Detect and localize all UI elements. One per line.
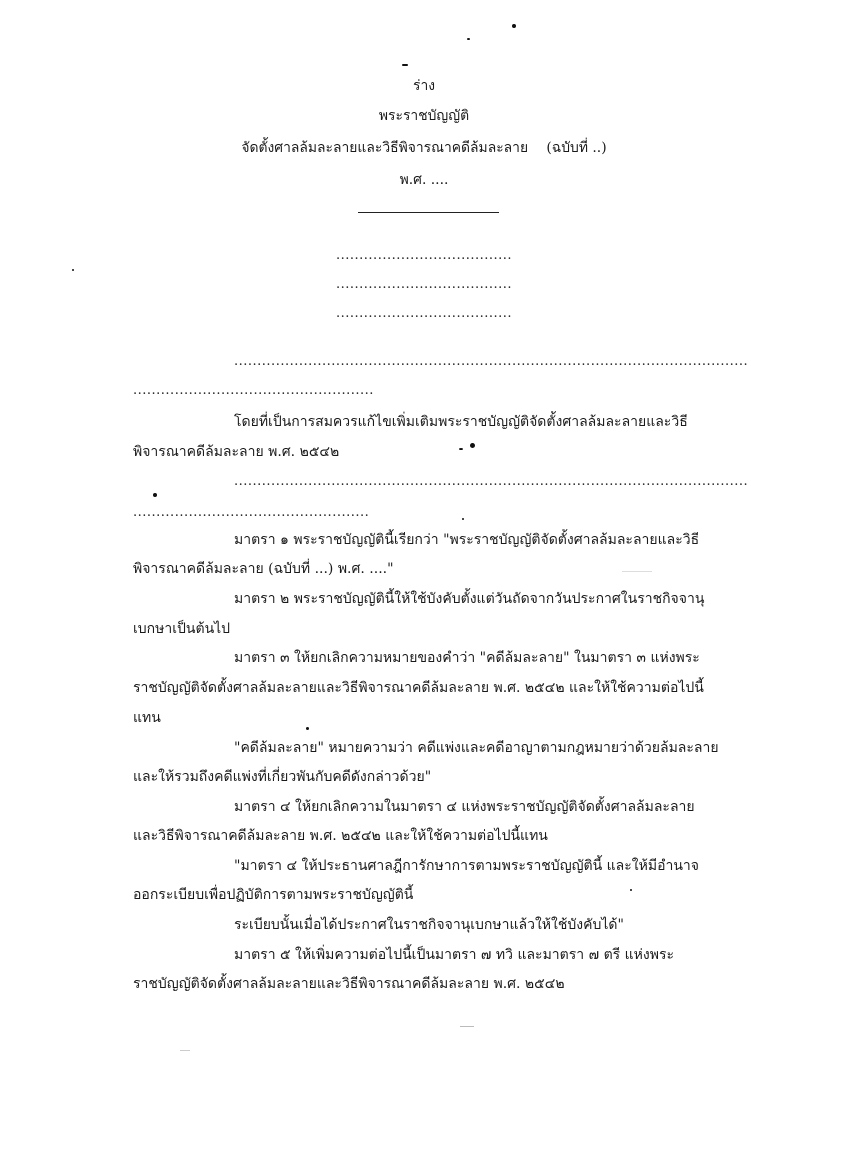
scan-speck [460, 1026, 474, 1027]
preamble-dots-5: .................................................... [133, 383, 374, 398]
draft-label: ร่าง [412, 78, 436, 94]
scan-speck [462, 518, 464, 520]
section-1-line-1: มาตรา ๑ พระราชบัญญัตินี้เรียกว่า "พระราชบัญญัติจัดตั้งศาลล้มละลายและวิธี [234, 532, 700, 548]
scan-speck [630, 889, 632, 891]
preamble-dots-1: ...................................... [336, 248, 513, 263]
section-3-definition-line-1: "คดีล้มละลาย" หมายความว่า คดีแพ่งและคดีอาญาตามกฎหมายว่าด้วยล้มละลาย [234, 740, 719, 756]
act-label: พระราชบัญญัติ [378, 108, 470, 124]
act-title-text: จัดตั้งศาลล้มละลายและวิธีพิจารณาคดีล้มละลาย [241, 140, 529, 156]
section-4-line-1: มาตรา ๔ ให้ยกเลิกความในมาตรา ๔ แห่งพระราชบัญญัติจัดตั้งศาลล้มละลาย [234, 799, 695, 815]
preamble-dots-3: ...................................... [336, 306, 513, 321]
enact-dots-1: ............................................................................................................... [234, 474, 749, 489]
scan-speck [306, 727, 309, 730]
scan-speck [622, 571, 652, 572]
section-1-line-2: พิจารณาคดีล้มละลาย (ฉบับที่ ...) พ.ศ. ...." [133, 561, 394, 577]
enact-dots-2: ................................................... [133, 505, 370, 520]
scan-speck [180, 1050, 190, 1051]
recital-line-1: โดยที่เป็นการสมควรแก้ไขเพิ่มเติมพระราชบัญญัติจัดตั้งศาลล้มละลายและวิธี [234, 414, 688, 430]
scan-speck [467, 38, 470, 40]
section-5-line-2: ราชบัญญัติจัดตั้งศาลล้มละลายและวิธีพิจารณาคดีล้มละลาย พ.ศ. ๒๕๔๒ [133, 976, 565, 992]
act-year: พ.ศ. .... [399, 172, 449, 188]
recital-line-2: พิจารณาคดีล้มละลาย พ.ศ. ๒๕๔๒ [133, 444, 340, 460]
preamble-dots-4: ............................................................................................................... [234, 354, 749, 369]
section-3-line-3: แทน [133, 710, 161, 726]
section-4-line-2: และวิธีพิจารณาคดีล้มละลาย พ.ศ. ๒๕๔๒ และให้ใช้ความต่อไปนี้แทน [133, 828, 548, 844]
act-edition: (ฉบับที่ ..) [546, 140, 607, 156]
scan-speck [402, 64, 408, 66]
scan-speck [72, 269, 74, 271]
section-4-quote-line-2: ออกระเบียบเพื่อปฏิบัติการตามพระราชบัญญัตินี้ [133, 887, 414, 903]
section-3-line-1: มาตรา ๓ ให้ยกเลิกความหมายของคำว่า "คดีล้มละลาย" ในมาตรา ๓ แห่งพระ [234, 650, 700, 666]
section-2-line-1: มาตรา ๒ พระราชบัญญัตินี้ให้ใช้บังคับตั้งแต่วันถัดจากวันประกาศในราชกิจจานุ [234, 591, 705, 607]
section-2-line-2: เบกษาเป็นต้นไป [133, 621, 231, 637]
section-4-quote-line-3: ระเบียบนั้นเมื่อได้ประกาศในราชกิจจานุเบกษาแล้วให้ใช้บังคับได้" [234, 917, 624, 933]
scan-speck [512, 24, 516, 28]
act-title [4, 138, 844, 158]
section-5-line-1: มาตรา ๕ ให้เพิ่มความต่อไปนี้เป็นมาตรา ๗ ทวิ และมาตรา ๗ ตรี แห่งพระ [234, 947, 674, 963]
scan-speck [459, 448, 463, 450]
preamble-dots-2: ...................................... [336, 277, 513, 292]
title-divider [358, 212, 499, 213]
section-4-quote-line-1: "มาตรา ๔ ให้ประธานศาลฎีการักษาการตามพระราชบัญญัตินี้ และให้มีอำนาจ [234, 858, 699, 874]
scan-speck [153, 493, 157, 497]
section-3-line-2: ราชบัญญัติจัดตั้งศาลล้มละลายและวิธีพิจารณาคดีล้มละลาย พ.ศ. ๒๕๔๒ และให้ใช้ความต่อไปนี้ [133, 680, 704, 696]
scan-speck [470, 443, 475, 448]
section-3-definition-line-2: และให้รวมถึงคดีแพ่งที่เกี่ยวพันกับคดีดังกล่าวด้วย" [133, 769, 432, 785]
